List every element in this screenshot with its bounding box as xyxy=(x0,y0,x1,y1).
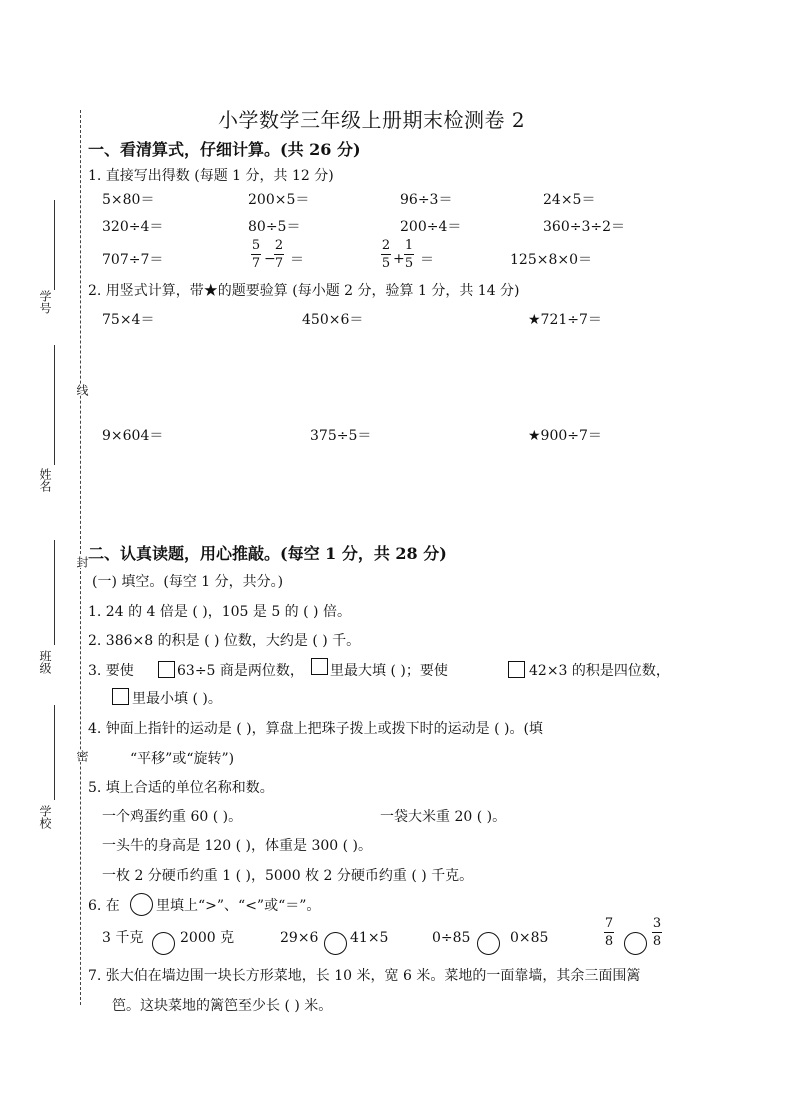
field-school: 学校 xyxy=(38,805,52,829)
calc-item: 125×8×0＝ xyxy=(510,252,592,268)
vertical-calc-item: ★721÷7＝ xyxy=(528,312,602,328)
answer-box xyxy=(508,661,525,678)
field-line-name xyxy=(54,345,55,465)
calc-item: 200÷4＝ xyxy=(400,219,462,235)
vertical-calc-item: 75×4＝ xyxy=(102,312,155,328)
compare-left: 29×6 xyxy=(280,930,319,946)
question-3-part: 里最大填 ( )；要使 xyxy=(330,663,448,679)
calc-item: 80÷5＝ xyxy=(248,219,301,235)
calc-item: 360÷3÷2＝ xyxy=(543,219,625,235)
answer-box xyxy=(311,658,328,675)
compare-right: 41×5 xyxy=(350,930,389,946)
equals: ＝ xyxy=(290,252,304,268)
calc-item: 5×80＝ xyxy=(102,192,155,208)
field-student-id: 学号 xyxy=(38,290,52,314)
question-6: 6. 在 xyxy=(88,898,120,914)
question-5-item: 一袋大米重 20 ( )。 xyxy=(380,809,507,825)
binding-mark-line: 线 xyxy=(75,384,89,396)
question-5-item: 一头牛的身高是 120 ( )，体重是 300 ( )。 xyxy=(102,838,372,854)
compare-left: 0÷85 xyxy=(432,930,471,946)
numerator: 1 xyxy=(404,238,414,253)
binding-mark-seal: 封 xyxy=(75,556,89,568)
answer-box xyxy=(158,661,175,678)
question-4-cont: “平移”或“旋转”) xyxy=(130,751,235,767)
numerator: 2 xyxy=(274,238,284,253)
compare-circle xyxy=(152,932,175,955)
field-class: 班级 xyxy=(38,650,52,674)
denominator: 8 xyxy=(604,934,614,949)
calc-item: 24×5＝ xyxy=(543,192,596,208)
fraction xyxy=(604,916,614,949)
question-5-item: 一个鸡蛋约重 60 ( )。 xyxy=(102,809,243,825)
numerator: 5 xyxy=(251,238,261,253)
vertical-calc-item: ★900÷7＝ xyxy=(528,428,602,444)
calc-item: 200×5＝ xyxy=(248,192,310,208)
denominator: 5 xyxy=(381,256,391,271)
calc-item: 707÷7＝ xyxy=(102,252,164,268)
section-2-heading: 二、认真读题，用心推敲。(每空 1 分，共 28 分) xyxy=(88,544,447,563)
denominator: 7 xyxy=(251,256,261,271)
question-7-cont: 笆。这块菜地的篱笆至少长 ( ) 米。 xyxy=(112,998,333,1014)
question-3-part: 42×3 的积是四位数， xyxy=(529,663,670,679)
equals: ＝ xyxy=(420,252,434,268)
fraction xyxy=(381,238,391,271)
fraction xyxy=(404,238,414,271)
compare-right: 2000 克 xyxy=(180,930,235,946)
denominator: 7 xyxy=(274,256,284,271)
calc-item: 96÷3＝ xyxy=(400,192,453,208)
numerator: 2 xyxy=(381,238,391,253)
vertical-calc-item: 450×6＝ xyxy=(302,312,364,328)
subsection-title: (一) 填空。(每空 1 分，共分。) xyxy=(92,574,284,590)
fraction xyxy=(251,238,261,271)
operator: + xyxy=(393,251,405,267)
question-3-cont: 里最小填 ( )。 xyxy=(132,691,222,707)
binding-mark-secret: 密 xyxy=(75,750,89,762)
question-6: 里填上“>”、“<”或“＝”。 xyxy=(156,898,321,914)
fraction xyxy=(274,238,284,271)
operator: − xyxy=(264,251,276,267)
field-line-class xyxy=(54,540,55,645)
question-4: 4. 钟面上指针的运动是 ( )，算盘上把珠子拨上或拨下时的运动是 ( )。(填 xyxy=(88,721,543,737)
field-name: 姓名 xyxy=(38,468,52,492)
numerator: 3 xyxy=(652,916,662,931)
denominator: 8 xyxy=(652,934,662,949)
vertical-calc-item: 9×604＝ xyxy=(102,428,164,444)
compare-circle xyxy=(477,932,500,955)
vertical-calc-item: 375÷5＝ xyxy=(310,428,372,444)
field-line-id xyxy=(54,200,55,290)
answer-box xyxy=(112,688,129,705)
fraction xyxy=(652,916,662,949)
compare-left: 3 千克 xyxy=(102,930,144,946)
question-2: 2. 386×8 的积是 ( ) 位数，大约是 ( ) 千。 xyxy=(88,633,361,649)
denominator: 5 xyxy=(404,256,414,271)
question-5-item: 一枚 2 分硬币约重 1 ( )，5000 枚 2 分硬币约重 ( ) 千克。 xyxy=(102,868,474,884)
question-3-part: 63÷5 商是两位数， xyxy=(177,663,304,679)
compare-circle xyxy=(130,893,153,916)
question-7: 7. 张大伯在墙边围一块长方形菜地，长 10 米，宽 6 米。菜地的一面靠墙，其余三面围篱 xyxy=(88,968,641,984)
section-1-heading: 一、看清算式，仔细计算。(共 26 分) xyxy=(88,140,361,159)
part-1-title: 1. 直接写出得数 (每题 1 分，共 12 分) xyxy=(88,168,334,184)
compare-right: 0×85 xyxy=(510,930,549,946)
question-5: 5. 填上合适的单位名称和数。 xyxy=(88,780,274,796)
compare-circle xyxy=(624,932,647,955)
calc-item: 320÷4＝ xyxy=(102,219,164,235)
question-3-part: 3. 要使 xyxy=(88,663,134,679)
page-title: 小学数学三年级上册期末检测卷 2 xyxy=(218,108,526,132)
field-line-school xyxy=(54,705,55,800)
question-1: 1. 24 的 4 倍是 ( )，105 是 5 的 ( ) 倍。 xyxy=(88,604,351,620)
part-2-title: 2. 用竖式计算，带★的题要验算 (每小题 2 分，验算 1 分，共 14 分) xyxy=(88,283,520,299)
compare-circle xyxy=(324,932,347,955)
numerator: 7 xyxy=(604,916,614,931)
